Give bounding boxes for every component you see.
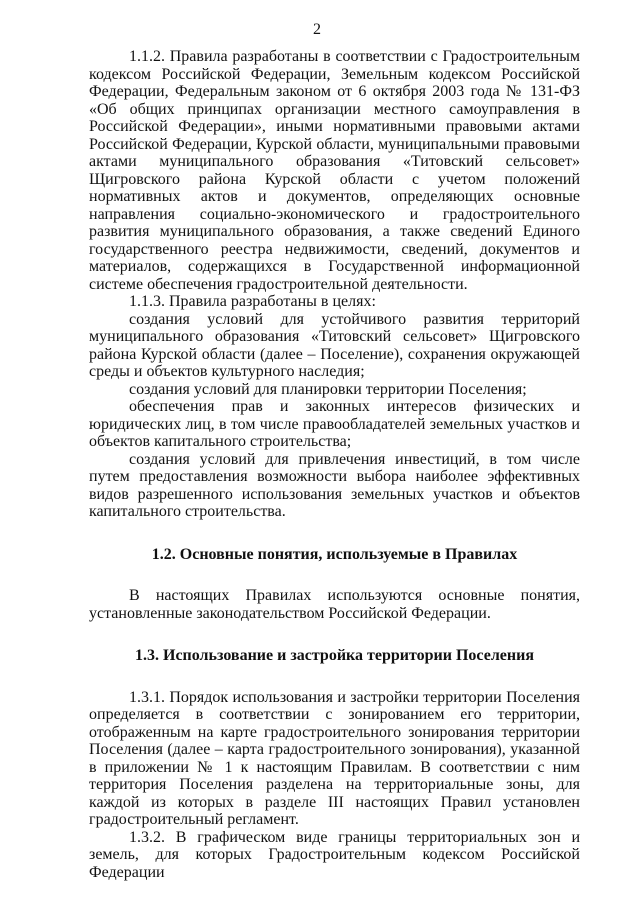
paragraph-1-3-1: 1.3.1. Порядок использования и застройки территории Поселения определяется в соответствии с зонированием его территории, отображенным на карте градостроительного зонирования территории Поселения (далее – карта градостроительного зонирования), указанной в приложении № 1 к настоящим Правилам. В соответствии с ним территория Поселения разделена на территориальные зоны, для каждой из которых в разделе III настоящих Правил установлен градостроительный регламент. [89, 688, 580, 828]
goal-item: создания условий для устойчивого развития территорий муниципального образования «Титовский сельсовет» Щигровского района Курской области (далее – Поселение), сохранения окружающей среды и объектов культурного наследия; [89, 310, 580, 380]
page-number: 2 [313, 21, 321, 38]
section-heading-1-3: 1.3. Использование и застройка территории Поселения [135, 647, 534, 664]
section-heading-1-2: 1.2. Основные понятия, используемые в Правилах [151, 545, 518, 563]
paragraph-1-1-3: 1.1.3. Правила разработаны в целях: [129, 293, 376, 310]
goal-item: создания условий для планировки территории Поселения; [129, 380, 527, 398]
document-body [89, 48, 580, 881]
paragraph-1-1-2: 1.1.2. Правила разработаны в соответствии с Градостроительным кодексом Российской Федерации, Земельным кодексом Российской Федерации, Федеральным законом от 6 октября 2003 года № 131-ФЗ «Об общих принципах организации местного самоуправления в Российской Федерации», иными нормативными правовыми актами Российской Федерации, Курской области, муниципальными правовыми актами муниципального образования «Титовский сельсовет» Щигровского района Курской области с учетом положений нормативных актов и документов, определяющих основные направления социально-экономического и градостроительного развития муниципального образования, а также сведений Единого государственного реестра недвижимости, сведений, документов и материалов, содержащихся в Государственной информационной системе обеспечения градостроительной деятельности. [89, 48, 580, 293]
goal-item: обеспечения прав и законных интересов физических и юридических лиц, в том числе правообладателей земельных участков и объектов капитального строительства; [89, 398, 580, 450]
goal-item: создания условий для привлечения инвестиций, в том числе путем предоставления возможности выбора наиболее эффективных видов разрешенного использования земельных участков и объектов капитального строительства. [89, 450, 580, 520]
paragraph-1-3-2: 1.3.2. В графическом виде границы территориальных зон и земель, для которых Градостроительным кодексом Российской Федерации [89, 828, 580, 881]
paragraph-1-2: В настоящих Правилах используются основные понятия, установленные законодательством Российской Федерации. [89, 587, 580, 622]
